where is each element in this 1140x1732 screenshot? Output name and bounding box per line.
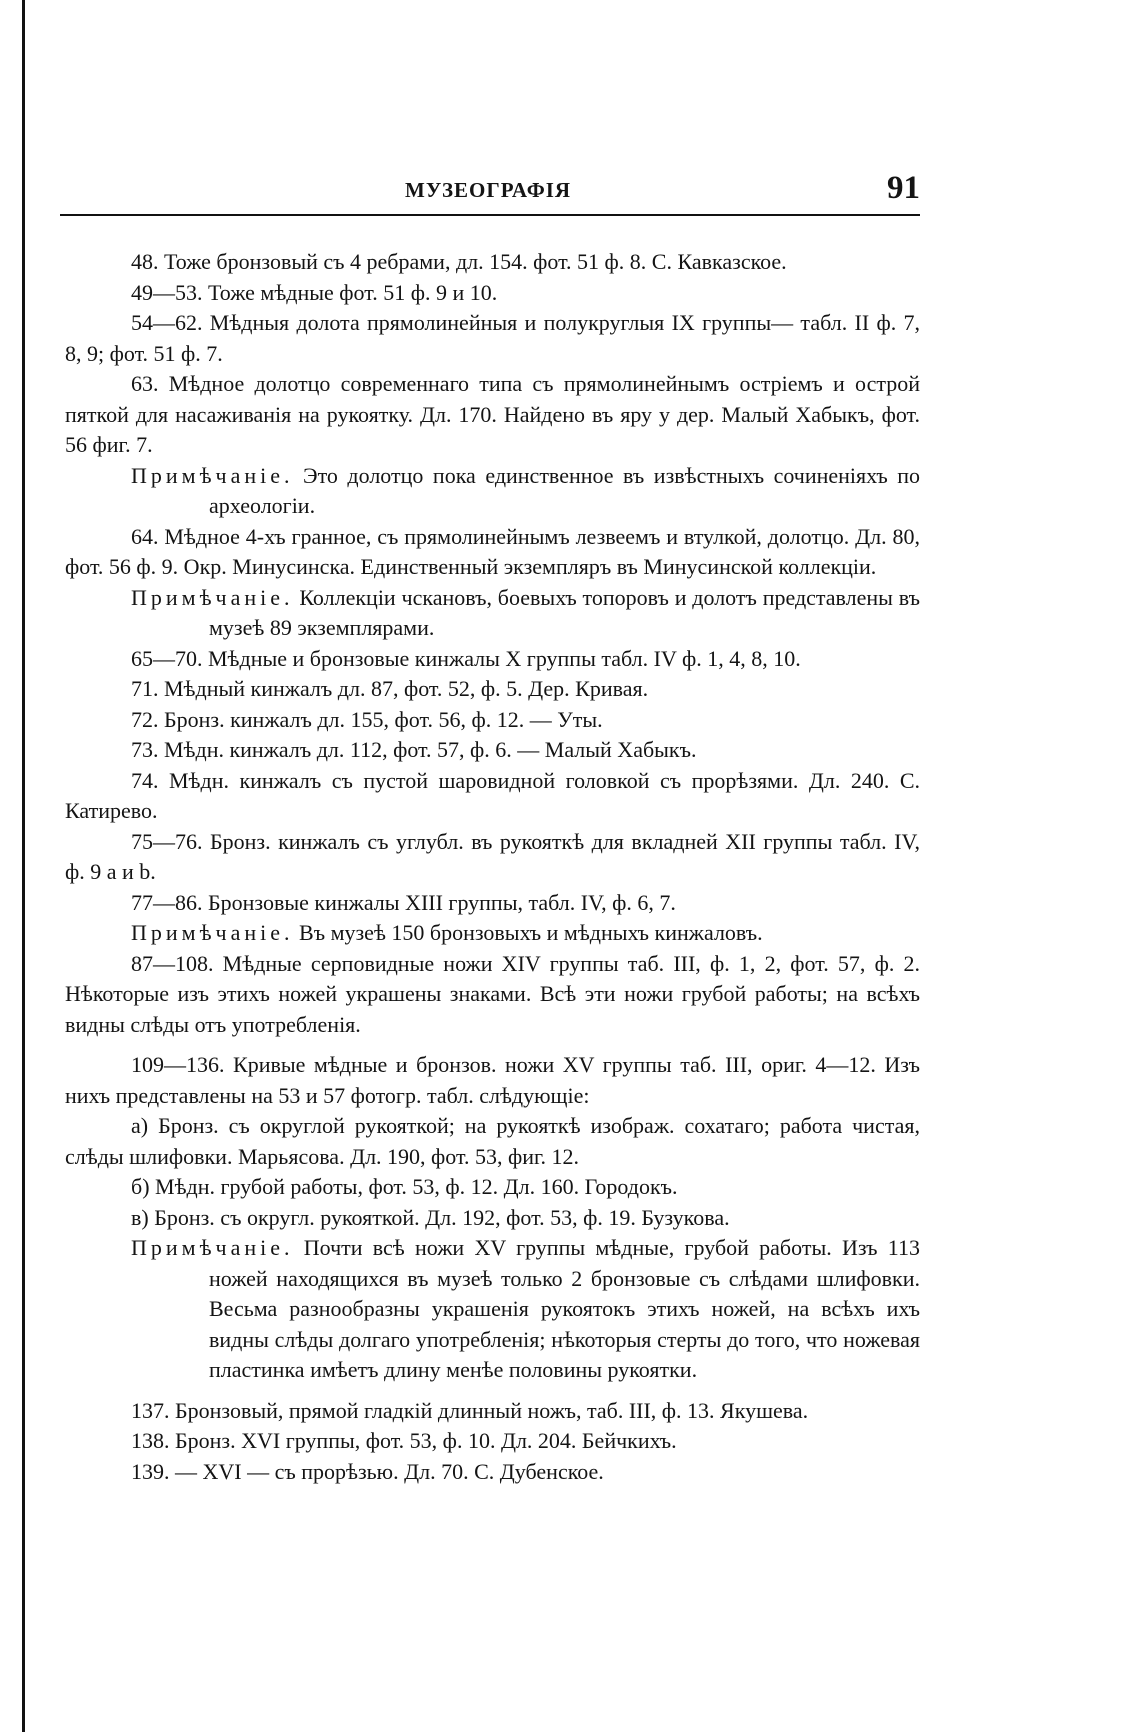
entry-139: 139. — XVI — съ прорѣзью. Дл. 70. С. Дубенское. (131, 1458, 604, 1484)
entry-109-136: 109—136. Кривые мѣдные и бронзов. ножи XV группы таб. III, ориг. 4—12. Изъ нихъ представлены на 53 и 57 фотогр. табл. слѣдующіе: (65, 1052, 920, 1108)
entry-87-108: 87—108. Мѣдные серповидные ножи XIV группы таб. III, ф. 1, 2, фот. 57, ф. 2. Нѣкоторые изъ этихъ ножей украшены знаками. Всѣ эти ножи грубой работы; на всѣхъ видны слѣды отъ употребленія. (65, 950, 920, 1037)
entry-54-62: 54—62. Мѣдныя долота прямолинейныя и полукруглыя IX группы— табл. II ф. 7, 8, 9; фот. 51 ф. 7. (65, 310, 920, 366)
note-1 (65, 461, 920, 522)
entry-73: 73. Мѣдн. кинжалъ дл. 112, фот. 57, ф. 6. — Малый Хабыкъ. (131, 737, 697, 762)
page-number: 91 (887, 170, 920, 206)
page-header (60, 170, 920, 210)
header-rule (60, 214, 920, 216)
entry-63: 63. Мѣдное долотцо современнаго типа съ прямолинейнымъ остріемъ и острой пяткой для насаживанія на рукоятку. Дл. 170. Найдено въ яру у дер. Малый Хабыкъ, фот. 56 фиг. 7. (65, 371, 920, 457)
note-text: Почти всѣ ножи XV группы мѣдные, грубой работы. Изъ 113 ножей находящихся въ музеѣ только 2 бронзовые съ слѣдами шлифовки. Весьма разнообразны украшенія рукоятокъ этихъ ножей, на всѣхъ ихъ видны слѣды долгаго употребленія; нѣкоторыя стерты до того, что ножевая пластинка имѣетъ длину менѣе половины рукоятки. (209, 1235, 920, 1382)
entry-72: 72. Бронз. кинжалъ дл. 155, фот. 56, ф. 12. — Уты. (131, 706, 603, 732)
entry-71: 71. Мѣдный кинжалъ дл. 87, фот. 52, ф. 5. Дер. Кривая. (131, 676, 649, 701)
note-label: Примѣчаніе. (131, 1235, 294, 1260)
entry-74: 74. Мѣдн. кинжалъ съ пустой шаровидной головкой съ прорѣзями. Дл. 240. С. Катирево. (65, 767, 920, 823)
note-label: Примѣчаніе. (131, 584, 294, 610)
note-2 (65, 583, 920, 644)
entry-137: 137. Бронзовый, прямой гладкій длинный ножъ, таб. III, ф. 13. Якушева. (131, 1397, 809, 1423)
entry-65-70: 65—70. Мѣдные и бронзовые кинжалы X группы табл. IV ф. 1, 4, 8, 10. (131, 645, 801, 671)
entry-138: 138. Бронз. XVI группы, фот. 53, ф. 10. Дл. 204. Бейчкихъ. (131, 1428, 677, 1453)
page-body (65, 247, 920, 1487)
entry-64: 64. Мѣдное 4-хъ гранное, съ прямолинейнымъ лезвеемъ и втулкой, долотцо. Дл. 80, фот. 56 ф. 9. Окр. Минусинска. Единственный экземпляръ въ Минусинской коллекціи. (65, 523, 920, 579)
entry-109-a: а) Бронз. съ округлой рукояткой; на рукояткѣ изображ. сохатаго; работа чистая, слѣды шлифовки. Марьясова. Дл. 190, фот. 53, фиг. 12. (65, 1113, 920, 1169)
note-4 (65, 1233, 920, 1386)
note-text: Это долотцо пока единственное въ извѣстныхъ сочиненіяхъ по археологіи. (209, 462, 921, 518)
entry-109-v: в) Бронз. съ округл. рукояткой. Дл. 192, фот. 53, ф. 19. Бузукова. (131, 1204, 730, 1230)
note-3 (65, 918, 920, 949)
page-edge-rule (22, 0, 25, 1732)
running-head: МУЗЕОГРАФІЯ (405, 178, 572, 202)
entry-48: 48. Тоже бронзовый съ 4 ребрами, дл. 154. фот. 51 ф. 8. С. Кавказское. (131, 249, 787, 274)
entry-75-76: 75—76. Бронз. кинжалъ съ углубл. въ рукояткѣ для вкладней XII группы табл. IV, ф. 9 а и b. (65, 828, 920, 884)
note-text: Въ музеѣ 150 бронзовыхъ и мѣдныхъ кинжаловъ. (299, 920, 763, 945)
note-label: Примѣчаніе. (131, 920, 294, 945)
entry-77-86: 77—86. Бронзовые кинжалы XIII группы, табл. IV, ф. 6, 7. (131, 889, 676, 915)
entry-49-53: 49—53. Тоже мѣдные фот. 51 ф. 9 и 10. (131, 279, 498, 305)
entry-109-b: б) Мѣдн. грубой работы, фот. 53, ф. 12. Дл. 160. Городокъ. (131, 1174, 678, 1199)
note-text: Коллекціи чскановъ, боевыхъ топоровъ и долотъ представлены въ музеѣ 89 экземплярами. (209, 584, 920, 640)
note-label: Примѣчаніе. (131, 462, 294, 488)
